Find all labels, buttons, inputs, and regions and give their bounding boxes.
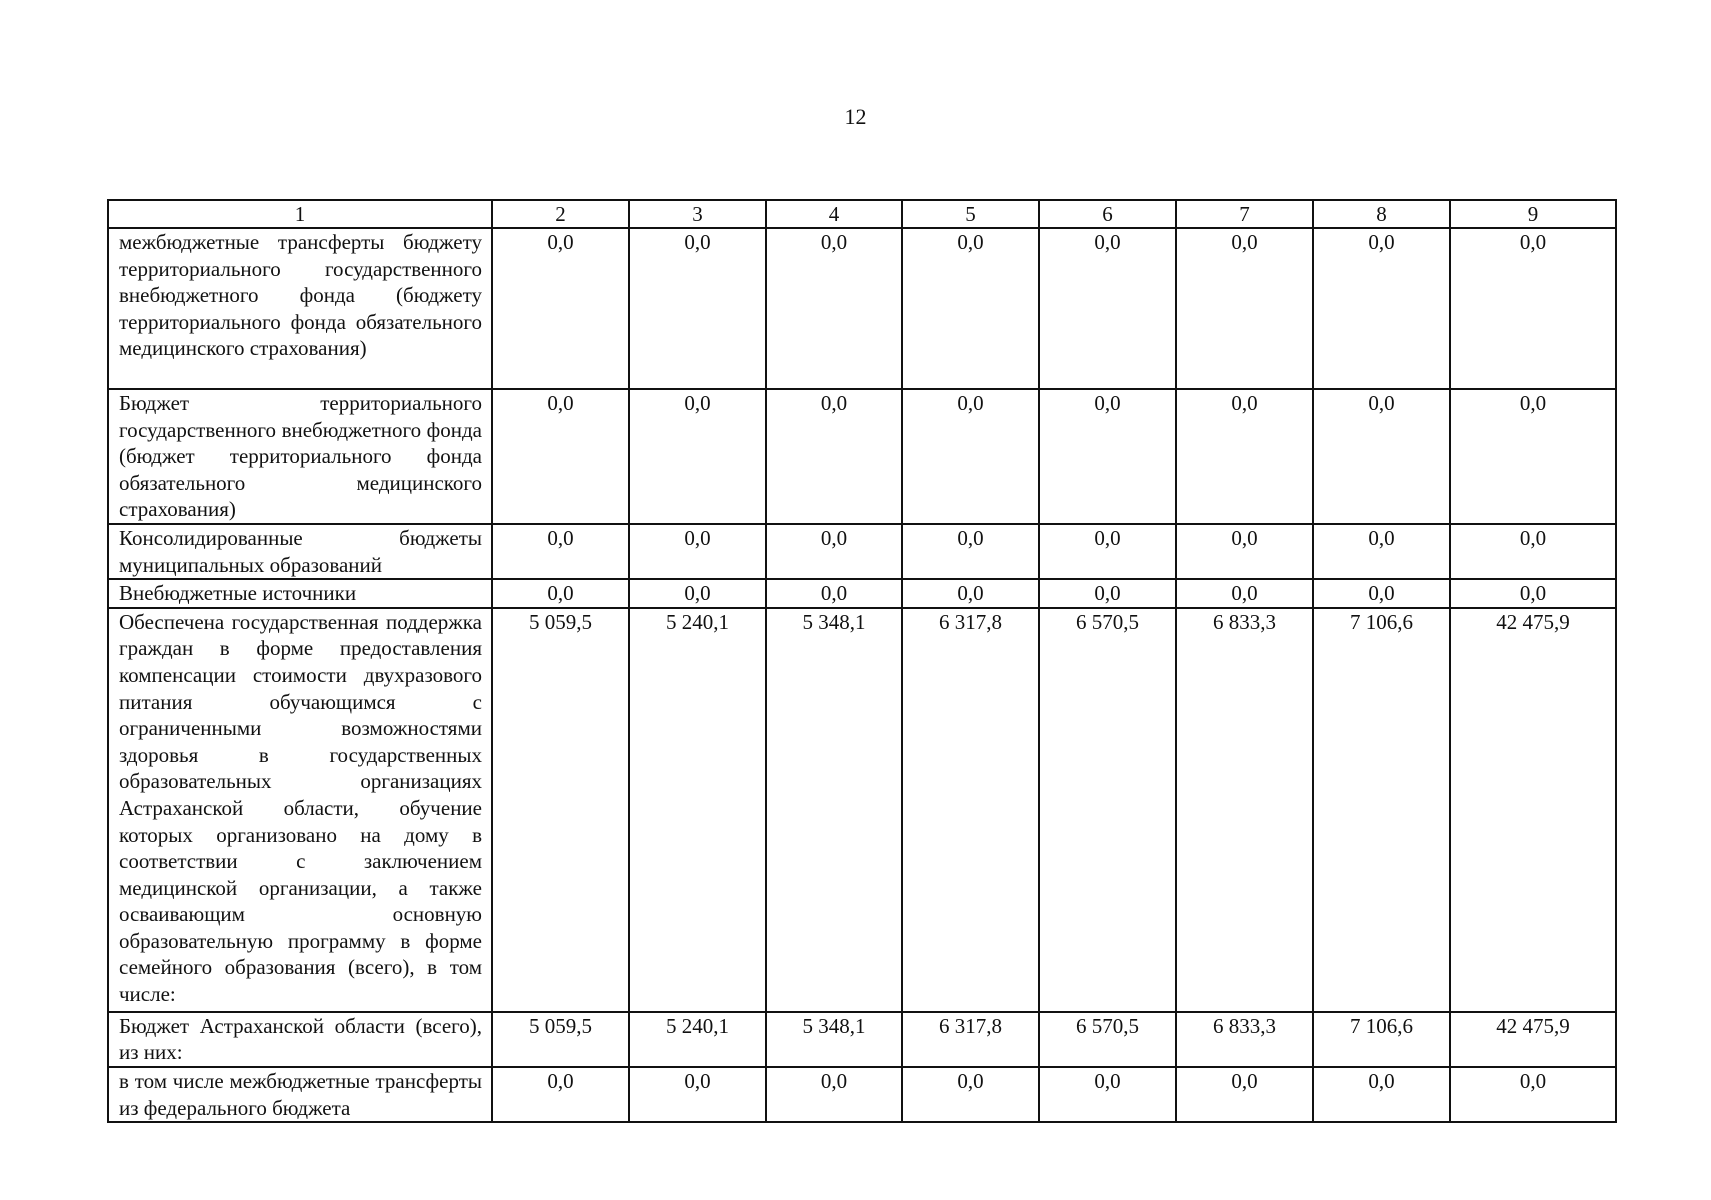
table-cell: 0,0 (629, 389, 766, 524)
table-cell: 0,0 (629, 524, 766, 579)
table-cell: 6 833,3 (1176, 1012, 1313, 1067)
column-header: 9 (1450, 200, 1616, 228)
table-cell: 0,0 (492, 1067, 629, 1122)
table-cell: 5 348,1 (766, 1012, 902, 1067)
table-cell: 5 059,5 (492, 1012, 629, 1067)
table-row (108, 579, 1616, 608)
table-row (108, 1067, 1616, 1122)
table-cell: 5 240,1 (629, 608, 766, 1012)
column-header: 2 (492, 200, 629, 228)
table-cell: 0,0 (1313, 579, 1450, 608)
table-cell: 0,0 (492, 579, 629, 608)
table-cell: 0,0 (629, 1067, 766, 1122)
column-header: 6 (1039, 200, 1176, 228)
row-label: Внебюджетные источники (108, 579, 492, 608)
table-cell: 0,0 (1176, 579, 1313, 608)
table-cell: 0,0 (1450, 228, 1616, 389)
table-cell: 0,0 (1313, 524, 1450, 579)
table-cell: 0,0 (1176, 389, 1313, 524)
table-row (108, 1012, 1616, 1067)
table-cell: 7 106,6 (1313, 608, 1450, 1012)
row-label: Бюджет Астраханской области (всего), из них: (108, 1012, 492, 1067)
table-cell: 0,0 (902, 579, 1039, 608)
table-cell: 0,0 (766, 579, 902, 608)
table-cell: 0,0 (1176, 1067, 1313, 1122)
table-row (108, 228, 1616, 389)
table-cell: 5 240,1 (629, 1012, 766, 1067)
table-cell: 42 475,9 (1450, 608, 1616, 1012)
table-cell: 0,0 (1450, 1067, 1616, 1122)
table-cell: 0,0 (492, 228, 629, 389)
table-cell: 0,0 (902, 524, 1039, 579)
row-label: межбюджетные трансферты бюджету территориального государственного внебюджетного фонда (бюджету территориального фонда обязательного медицинского страхования) (108, 228, 492, 389)
table-cell: 0,0 (766, 228, 902, 389)
row-label: в том числе межбюджетные трансферты из федерального бюджета (108, 1067, 492, 1122)
table-cell: 0,0 (492, 524, 629, 579)
table-cell: 6 317,8 (902, 1012, 1039, 1067)
table-cell: 6 833,3 (1176, 608, 1313, 1012)
table-cell: 0,0 (1039, 1067, 1176, 1122)
table-cell: 0,0 (1039, 389, 1176, 524)
table-cell: 0,0 (629, 579, 766, 608)
page-number: 12 (844, 104, 867, 129)
table-cell: 0,0 (766, 1067, 902, 1122)
table-cell: 6 317,8 (902, 608, 1039, 1012)
table-cell: 0,0 (1450, 579, 1616, 608)
table-cell: 6 570,5 (1039, 1012, 1176, 1067)
row-label: Обеспечена государственная поддержка граждан в форме предоставления компенсации стоимости двухразового питания обучающимся с ограниченными возможностями здоровья в государственных образовательных организациях Астраханской области, обучение которых организовано на дому в соответствии с заключением медицинской организации, а также осваивающим основную образовательную программу в форме семейного образования (всего), в том числе: (108, 608, 492, 1012)
table-cell: 0,0 (902, 228, 1039, 389)
table-row (108, 608, 1616, 1012)
table-cell: 0,0 (1313, 228, 1450, 389)
table-cell: 0,0 (1176, 524, 1313, 579)
row-label: Консолидированные бюджеты муниципальных образований (108, 524, 492, 579)
column-header: 5 (902, 200, 1039, 228)
table-cell: 0,0 (1039, 524, 1176, 579)
table-cell: 0,0 (1313, 389, 1450, 524)
column-header: 7 (1176, 200, 1313, 228)
table-cell: 0,0 (1313, 1067, 1450, 1122)
column-header: 1 (108, 200, 492, 228)
column-header: 8 (1313, 200, 1450, 228)
table-cell: 0,0 (1039, 228, 1176, 389)
table-cell: 0,0 (1039, 579, 1176, 608)
table-cell: 6 570,5 (1039, 608, 1176, 1012)
table-cell: 0,0 (629, 228, 766, 389)
table-cell: 0,0 (492, 389, 629, 524)
header-row (108, 200, 1616, 228)
table-cell: 0,0 (1176, 228, 1313, 389)
table-cell: 0,0 (902, 1067, 1039, 1122)
table-cell: 0,0 (1450, 389, 1616, 524)
table-cell: 5 348,1 (766, 608, 902, 1012)
table-row (108, 524, 1616, 579)
budget-table (107, 199, 1617, 1123)
table-cell: 0,0 (902, 389, 1039, 524)
table-cell: 0,0 (766, 524, 902, 579)
table-cell: 7 106,6 (1313, 1012, 1450, 1067)
table-cell: 5 059,5 (492, 608, 629, 1012)
table-cell: 0,0 (766, 389, 902, 524)
table-row (108, 389, 1616, 524)
row-label: Бюджет территориального государственного внебюджетного фонда (бюджет территориального фонда обязательного медицинского страхования) (108, 389, 492, 524)
table-cell: 0,0 (1450, 524, 1616, 579)
table-cell: 42 475,9 (1450, 1012, 1616, 1067)
column-header: 4 (766, 200, 902, 228)
column-header: 3 (629, 200, 766, 228)
